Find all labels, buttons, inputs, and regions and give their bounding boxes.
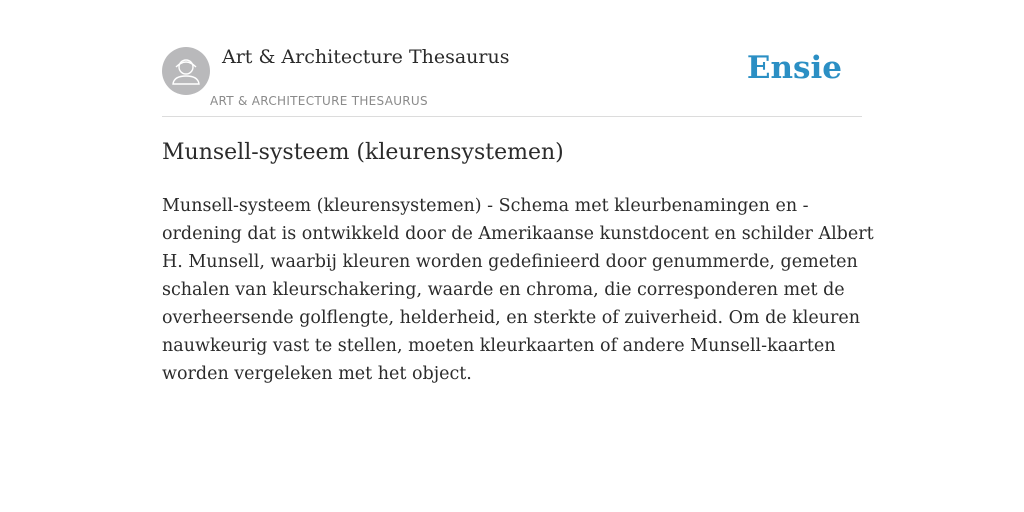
body-line: H. Munsell, waarbij kleuren worden gedefinieerd door genummerde, gemeten [162, 252, 858, 272]
body-line: overheersende golflengte, helderheid, en sterkte of zuiverheid. Om de kleuren [162, 308, 861, 328]
body-line: Munsell-systeem (kleurensystemen) - Schema met kleurbenamingen en - [162, 196, 809, 216]
brand-logo[interactable]: Ensie [746, 50, 842, 86]
header [162, 46, 862, 117]
body-line: nauwkeurig vast te stellen, moeten kleurkaarten of andere Munsell-kaarten [162, 336, 836, 356]
category-label[interactable]: ART & ARCHITECTURE THESAURUS [210, 94, 428, 108]
body-line: ordening dat is ontwikkeld door de Amerikaanse kunstdocent en schilder Albert [162, 224, 874, 244]
user-avatar-icon[interactable] [162, 47, 210, 95]
author-name[interactable]: Art & Architecture Thesaurus [222, 46, 510, 68]
article-body [162, 192, 874, 388]
body-line: worden vergeleken met het object. [162, 364, 472, 384]
body-line: schalen van kleurschakering, waarde en chroma, die corresponderen met de [162, 280, 845, 300]
page-title: Munsell-systeem (kleurensystemen) [162, 140, 564, 165]
